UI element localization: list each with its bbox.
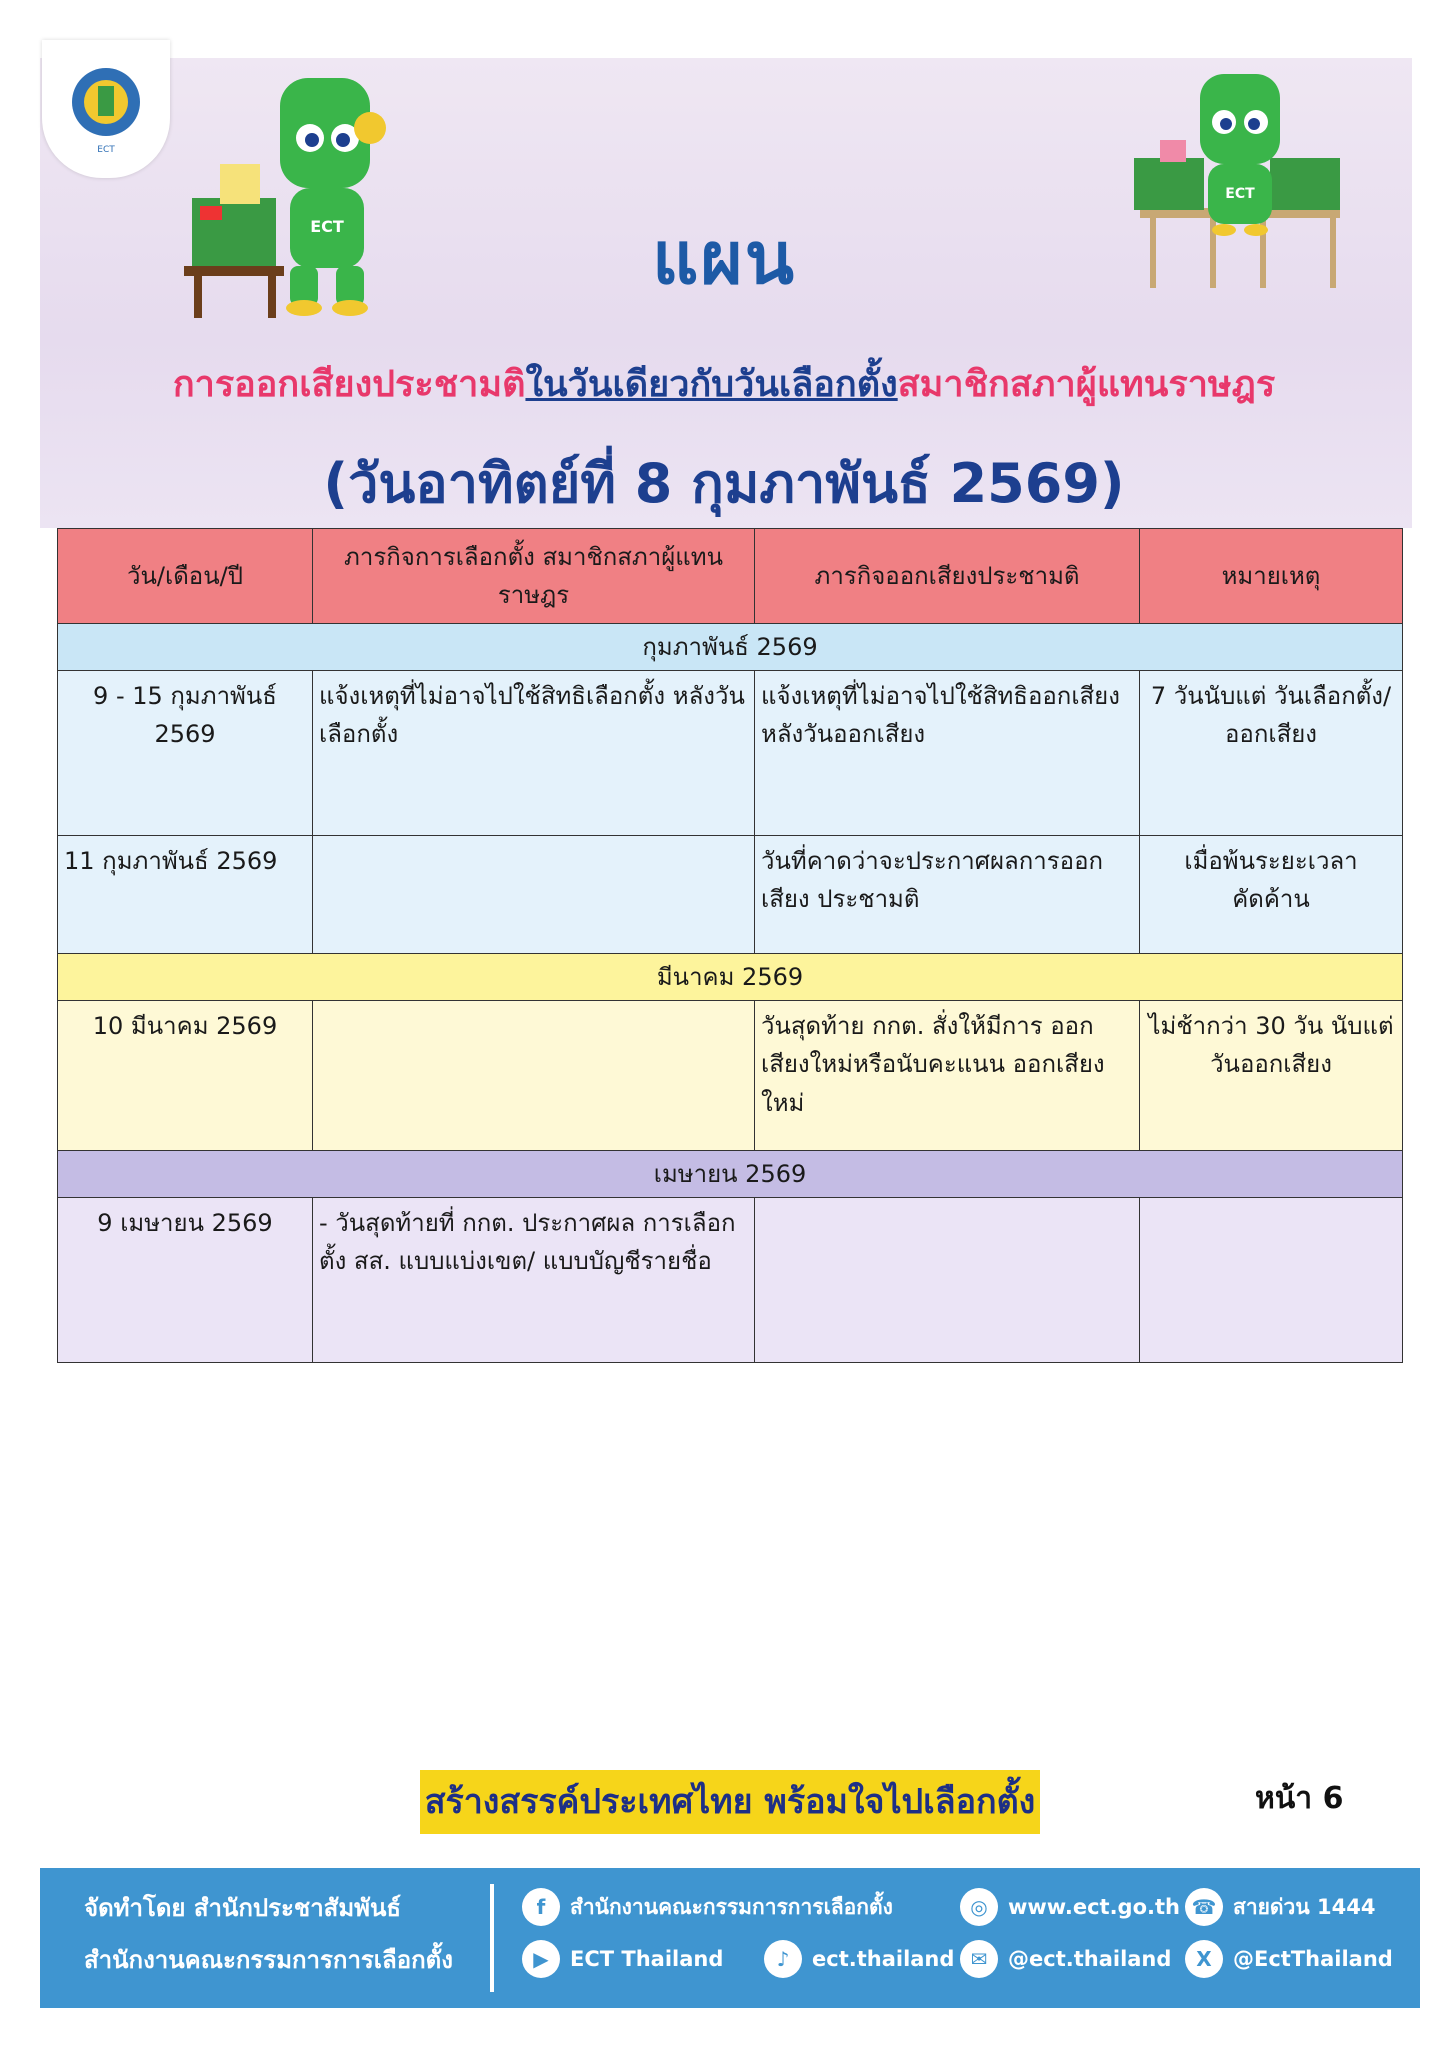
website-label: www.ect.go.th: [1008, 1895, 1180, 1919]
facebook-link[interactable]: [522, 1888, 893, 1926]
subtitle-house: สมาชิกสภาผู้แทนราษฎร: [897, 364, 1276, 405]
page-number: หน้า 6: [1255, 1781, 1344, 1816]
line-label: @ect.thailand: [1008, 1947, 1172, 1971]
hotline-label: สายด่วน 1444: [1233, 1894, 1376, 1919]
month-row-apr: [58, 1151, 1403, 1198]
row-referendum-task: [755, 1198, 1140, 1363]
row-referendum-task: วันที่คาดว่าจะประกาศผลการออกเสียง ประชามติ: [755, 836, 1140, 954]
footer-credits: [84, 1882, 453, 1986]
footer-bar: [40, 1868, 1420, 2008]
row-election-task: - วันสุดท้ายที่ กกต. ประกาศผล การเลือกตั้ง สส. แบบแบ่งเขต/ แบบบัญชีรายชื่อ: [313, 1198, 755, 1363]
facebook-icon: f: [522, 1888, 560, 1926]
row-date: 11 กุมภาพันธ์ 2569: [58, 836, 313, 954]
month-row-feb: [58, 624, 1403, 671]
slogan-text: สร้างสรรค์ประเทศไทย พร้อมใจไปเลือกตั้ง: [420, 1770, 1040, 1834]
row-date: 9 - 15 กุมภาพันธ์ 2569: [58, 671, 313, 836]
row-note: เมื่อพ้นระยะเวลา คัดค้าน: [1140, 836, 1403, 954]
row-note: 7 วันนับแต่ วันเลือกตั้ง/ ออกเสียง: [1140, 671, 1403, 836]
row-note: ไม่ช้ากว่า 30 วัน นับแต่วันออกเสียง: [1140, 1001, 1403, 1151]
schedule-table: [57, 528, 1403, 1363]
election-date-title: (วันอาทิตย์ที่ 8 กุมภาพันธ์ 2569): [323, 452, 1125, 515]
row-note: [1140, 1198, 1403, 1363]
youtube-icon: ▶: [522, 1940, 560, 1978]
mascot-right-badge: ECT: [1225, 186, 1255, 202]
table-header-row: [58, 529, 1403, 624]
x-icon: X: [1185, 1940, 1223, 1978]
table-row: [58, 836, 1403, 954]
table-row: [58, 1198, 1403, 1363]
svg-text:ECT: ECT: [97, 145, 115, 155]
month-label: เมษายน 2569: [58, 1151, 1403, 1198]
header-note: หมายเหตุ: [1140, 529, 1403, 624]
credit-line-1: จัดทำโดย สำนักประชาสัมพันธ์: [84, 1894, 402, 1922]
footer-divider: [490, 1884, 494, 1992]
row-referendum-task: แจ้งเหตุที่ไม่อาจไปใช้สิทธิออกเสียง หลังวันออกเสียง: [755, 671, 1140, 836]
row-date: 10 มีนาคม 2569: [58, 1001, 313, 1151]
tiktok-label: ect.thailand: [812, 1947, 955, 1971]
facebook-label: สำนักงานคณะกรรมการการเลือกตั้ง: [570, 1894, 893, 1919]
page-title: แผน: [652, 216, 796, 300]
header-referendum-task: ภารกิจออกเสียงประชามติ: [755, 529, 1140, 624]
subtitle-referendum: การออกเสียงประชามติ: [172, 364, 526, 405]
credit-line-2: สำนักงานคณะกรรมการการเลือกตั้ง: [84, 1946, 453, 1974]
table-row: [58, 1001, 1403, 1151]
month-row-mar: [58, 954, 1403, 1001]
header-election-task: ภารกิจการเลือกตั้ง สมาชิกสภาผู้แทนราษฎร: [313, 529, 755, 624]
hotline-link[interactable]: [1185, 1888, 1375, 1926]
month-label: มีนาคม 2569: [58, 954, 1403, 1001]
x-label: @EctThailand: [1233, 1947, 1393, 1971]
row-referendum-task: วันสุดท้าย กกต. สั่งให้มีการ ออกเสียงใหม่หรือนับคะแนน ออกเสียงใหม่: [755, 1001, 1140, 1151]
header-date: วัน/เดือน/ปี: [58, 529, 313, 624]
row-election-task: [313, 1001, 755, 1151]
website-link[interactable]: [960, 1888, 1180, 1926]
tiktok-link[interactable]: [764, 1940, 954, 1978]
youtube-label: ECT Thailand: [570, 1947, 724, 1971]
line-icon: ✉: [960, 1940, 998, 1978]
phone-icon: ☎: [1185, 1888, 1223, 1926]
subtitle-same-day: ในวันเดียวกับวันเลือกตั้ง: [525, 364, 898, 405]
mascot-left-badge: ECT: [310, 217, 344, 236]
row-election-task: [313, 836, 755, 954]
slogan-banner: [420, 1770, 1040, 1840]
table-row: [58, 671, 1403, 836]
line-link[interactable]: [960, 1940, 1171, 1978]
x-link[interactable]: [1185, 1940, 1393, 1978]
youtube-link[interactable]: [522, 1940, 723, 1978]
row-date: 9 เมษายน 2569: [58, 1198, 313, 1363]
row-election-task: แจ้งเหตุที่ไม่อาจไปใช้สิทธิเลือกตั้ง หลังวันเลือกตั้ง: [313, 671, 755, 836]
tiktok-icon: ♪: [764, 1940, 802, 1978]
ect-emblem-logo: [42, 40, 170, 178]
globe-icon: ◎: [960, 1888, 998, 1926]
page-subtitle: [0, 355, 1448, 412]
month-label: กุมภาพันธ์ 2569: [58, 624, 1403, 671]
